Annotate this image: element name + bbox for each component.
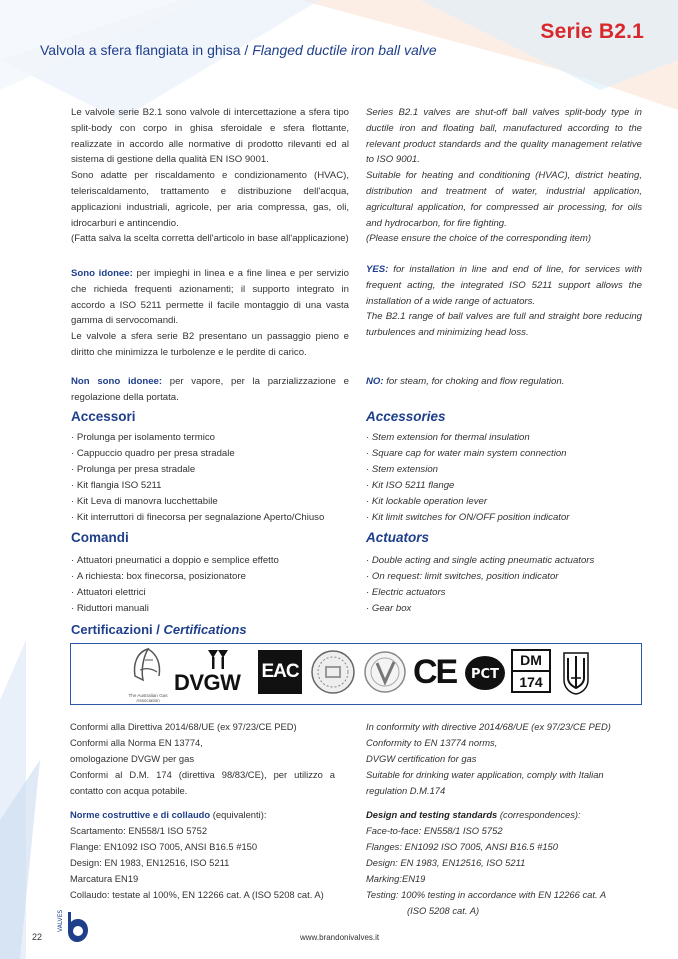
standards-it-line: Design: EN 1983, EN12516, ISO 5211 bbox=[70, 857, 230, 868]
standards-italian bbox=[70, 807, 355, 903]
page-number: 22 bbox=[32, 932, 43, 942]
certifications-logo-box bbox=[70, 643, 642, 705]
list-item: · Stem extension bbox=[366, 462, 570, 478]
list-item: · Kit flangia ISO 5211 bbox=[71, 478, 324, 494]
suitable-en-label: YES: bbox=[366, 264, 389, 275]
suitable-it-text2: Le valvole a sfera serie B2 presentano un passaggio pieno e diritto che minimizza le turbolenze e le perdite di carico. bbox=[71, 331, 349, 358]
intro-it-p1: Le valvole serie B2.1 sono valvole di intercettazione a sfera tipo split-body con corpo in ghisa sferoidale e sfera flottante, realizzate in accordo alle normative di prodotto rilevanti ed al sistema di gestione della qualità EN ISO 9001. bbox=[71, 107, 349, 166]
standards-english bbox=[366, 807, 651, 919]
conformity-english bbox=[366, 719, 644, 799]
not-suitable-it-text: per vapore, per la parzializzazione e regolazione della portata. bbox=[71, 376, 349, 403]
list-item: · Riduttori manuali bbox=[71, 601, 279, 617]
suitable-italian bbox=[71, 266, 349, 361]
dm174-logo bbox=[511, 649, 551, 693]
page-title bbox=[40, 42, 437, 58]
list-item: · Prolunga per presa stradale bbox=[71, 462, 324, 478]
intro-it-p3: (Fatta salva la scelta corretta dell'articolo in base all'applicazione) bbox=[71, 233, 349, 245]
dm-number: 174 bbox=[519, 674, 543, 690]
controls-list-en bbox=[366, 553, 594, 617]
dm-label: DM bbox=[513, 651, 549, 672]
not-suitable-it-label: Non sono idonee: bbox=[71, 376, 163, 387]
standards-it-label-suffix: (equivalenti): bbox=[210, 809, 267, 820]
accessories-heading-en: Accessories bbox=[366, 409, 446, 424]
ce-mark: CE bbox=[413, 653, 457, 691]
standards-en-line: Design: EN 1983, EN12516, ISO 5211 bbox=[366, 857, 526, 868]
approval-v-logo bbox=[363, 650, 407, 699]
intro-en-p3: (Please ensure the choice of the corresponding item) bbox=[366, 233, 592, 245]
list-item: · Attuatori elettrici bbox=[71, 585, 279, 601]
standards-en-label: Design and testing standards bbox=[366, 809, 498, 820]
controls-heading-it: Comandi bbox=[71, 530, 129, 545]
standards-it-line: Flange: EN1092 ISO 7005, ANSI B16.5 #150 bbox=[70, 841, 258, 852]
dvgw-logo bbox=[174, 648, 252, 700]
list-item: · Electric actuators bbox=[366, 585, 594, 601]
list-item: · A richiesta: box finecorsa, posizionatore bbox=[71, 569, 279, 585]
intro-it-p2: Sono adatte per riscaldamento e condizionamento (HVAC), teleriscaldamento, trattamento e distribuzione dell'acqua, applicazioni industriali, agricole, per aria compressa, gas, oli, idrocarburi e antincendio. bbox=[71, 170, 349, 229]
brand-logo bbox=[58, 910, 94, 949]
standards-en-line: Marking:EN19 bbox=[366, 873, 426, 884]
standards-it-line: Scartamento: EN558/1 ISO 5752 bbox=[70, 825, 208, 836]
pct-logo bbox=[463, 653, 507, 698]
suitable-english bbox=[366, 262, 642, 341]
intro-english bbox=[366, 105, 642, 247]
controls-list-it bbox=[71, 553, 279, 617]
list-item: · Double acting and single acting pneumatic actuators bbox=[366, 553, 594, 569]
standards-en-line: Testing: 100% testing in accordance with EN 12266 cat. A bbox=[366, 889, 607, 900]
list-item: · Square cap for water main system connection bbox=[366, 446, 570, 462]
certifications-heading-it: Certificazioni / bbox=[71, 622, 160, 637]
controls-heading-en: Actuators bbox=[366, 530, 430, 545]
standards-it-label: Norme costruttive e di collaudo bbox=[70, 809, 211, 820]
conformity-it-line: Conformi alla Norma EN 13774, bbox=[70, 737, 203, 748]
list-item: · Gear box bbox=[366, 601, 594, 617]
not-suitable-italian bbox=[71, 374, 349, 406]
list-item: · Kit ISO 5211 flange bbox=[366, 478, 570, 494]
not-suitable-en-label: NO: bbox=[366, 376, 384, 387]
suitable-it-label: Sono idonee: bbox=[71, 268, 133, 279]
standards-en-label-suffix: (correspondences): bbox=[497, 809, 581, 820]
accessories-list-it bbox=[71, 430, 324, 525]
intro-en-p1: Series B2.1 valves are shut-off ball valves split-body type in ductile iron and floating ball, manufactured according to the relevant product standards and the quality management relative to ISO 9001. bbox=[366, 107, 642, 166]
website-link[interactable]: www.brandonivalves.it bbox=[300, 933, 380, 942]
title-italian: Valvola a sfera flangiata in ghisa / bbox=[40, 42, 249, 58]
standards-it-line: Collaudo: testate al 100%, EN 12266 cat. A (ISO 5208 cat. A) bbox=[70, 889, 324, 900]
accessories-list-en bbox=[366, 430, 570, 525]
suitable-en-text: for installation in line and end of line, for services with frequent acting, the integrated ISO 5211 support allows the installation of a wide range of actuators. bbox=[366, 264, 642, 307]
standards-it-line: Marcatura EN19 bbox=[70, 873, 139, 884]
aga-logo bbox=[123, 646, 173, 703]
certifications-heading bbox=[71, 622, 247, 637]
list-item: · Kit limit switches for ON/OFF position indicator bbox=[366, 510, 570, 526]
conformity-en-line: Suitable for drinking water application, comply with Italian regulation D.M.174 bbox=[366, 769, 604, 796]
brand-logo-text: VALVES bbox=[57, 909, 64, 932]
list-item: · Kit lockable operation lever bbox=[366, 494, 570, 510]
conformity-en-line: In conformity with directive 2014/68/UE (ex 97/23/CE PED) bbox=[366, 721, 611, 732]
accessories-heading-it: Accessori bbox=[71, 409, 136, 424]
suitable-it-text: per impieghi in linea e a fine linea e per servizio che richieda frequenti azionamenti; il supporto integrato in accordo a ISO 5211 permette il facile montaggio di una vasta gamma di servocomandi. bbox=[71, 268, 349, 327]
conformity-it-line: Conformi alla Direttiva 2014/68/UE (ex 97/23/CE PED) bbox=[70, 721, 297, 732]
standards-en-line: Flanges: EN1092 ISO 7005, ANSI B16.5 #150 bbox=[366, 841, 558, 852]
suitable-en-text2: The B2.1 range of ball valves are full and straight bore reducing turbulences and minimizing head loss. bbox=[366, 311, 642, 339]
list-item: · Stem extension for thermal insulation bbox=[366, 430, 570, 446]
title-english: Flanged ductile iron ball valve bbox=[252, 42, 437, 58]
list-item: · Kit Leva di manovra lucchettabile bbox=[71, 494, 324, 510]
list-item: · Attuatori pneumatici a doppio e semplice effetto bbox=[71, 553, 279, 569]
aga-logo-text: The Australian Gas Association bbox=[128, 693, 168, 703]
list-item: · Cappuccio quadro per presa stradale bbox=[71, 446, 324, 462]
pct-logo-text: PCT bbox=[471, 667, 499, 682]
intro-en-p2: Suitable for heating and conditioning (HVAC), district heating, distribution and treatment of water, industrial application, agricultural application, for compressed air processing, for oils and hydrocarbon, for fire fighting. bbox=[366, 170, 642, 229]
conformity-en-line: Conformity to EN 13774 norms, bbox=[366, 737, 498, 748]
standards-en-line: Face-to-face: EN558/1 ISO 5752 bbox=[366, 825, 503, 836]
conformity-it-line: Conformi al D.M. 174 (direttiva 98/83/CE), per utilizzo a contatto con acqua potabile. bbox=[70, 769, 335, 796]
not-suitable-english bbox=[366, 374, 642, 390]
series-title: Serie B2.1 bbox=[540, 20, 644, 43]
conformity-en-line: DVGW certification for gas bbox=[366, 753, 477, 764]
list-item: · On request: limit switches, position indicator bbox=[366, 569, 594, 585]
certifications-heading-en: Certifications bbox=[163, 622, 247, 637]
conformity-italian bbox=[70, 719, 335, 799]
list-item: · Prolunga per isolamento termico bbox=[71, 430, 324, 446]
seal-logo bbox=[310, 649, 356, 700]
dvgw-logo-text: DVGW bbox=[174, 670, 241, 695]
ukraine-trident-logo bbox=[561, 650, 591, 701]
intro-italian bbox=[71, 105, 349, 247]
eac-logo: EAC bbox=[258, 650, 302, 694]
list-item: · Kit interruttori di finecorsa per segnalazione Aperto/Chiuso bbox=[71, 510, 324, 526]
not-suitable-en-text: for steam, for choking and flow regulation. bbox=[383, 376, 565, 387]
standards-en-line: (ISO 5208 cat. A) bbox=[407, 905, 480, 916]
conformity-it-line: omologazione DVGW per gas bbox=[70, 753, 195, 764]
